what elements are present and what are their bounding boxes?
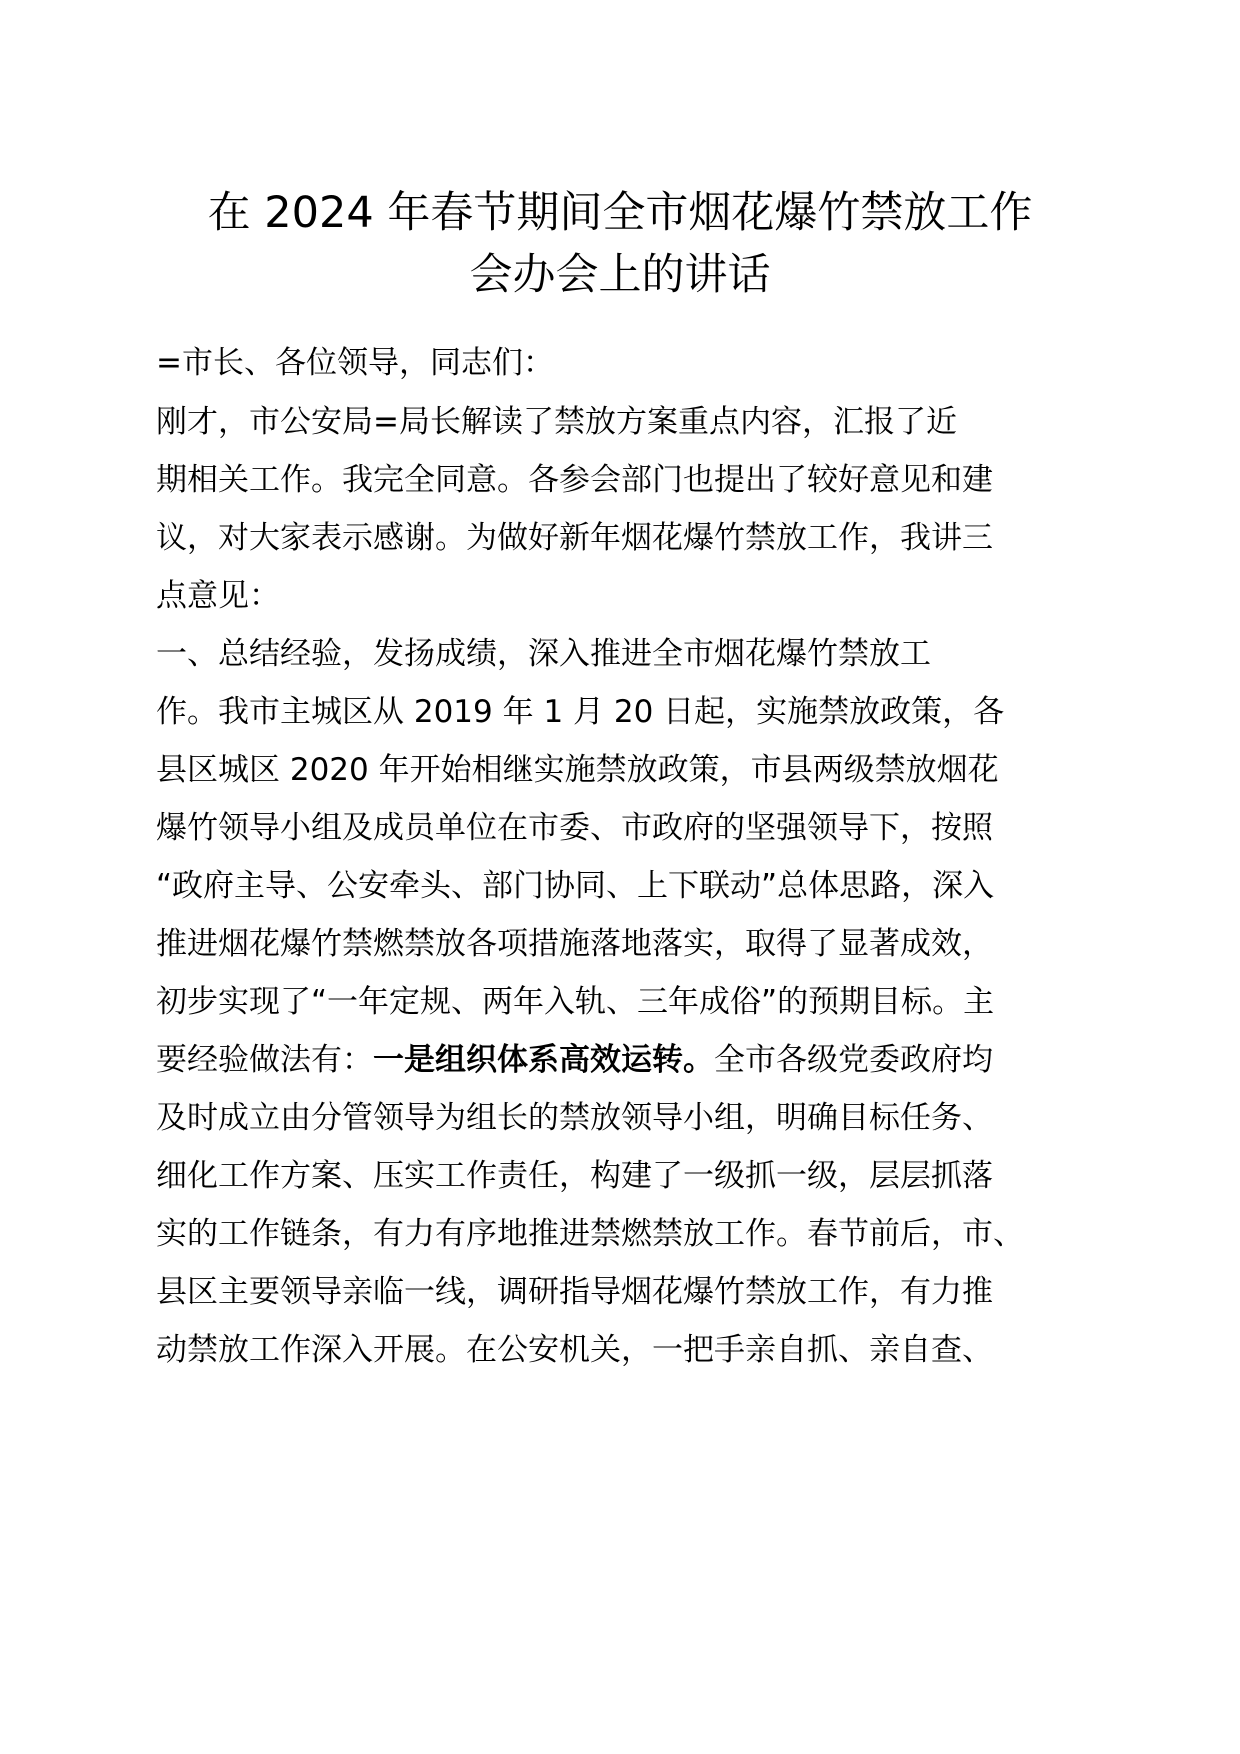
document-title-line-2: 会办会上的讲话	[469, 250, 771, 300]
body-line: 议，对大家表示感谢。为做好新年烟花爆竹禁放工作，我讲三	[156, 520, 993, 556]
body-line: 及时成立由分管领导为组长的禁放领导小组，明确目标任务、	[156, 1100, 993, 1136]
body-line: 细化工作方案、压实工作责任，构建了一级抓一级，层层抓落	[156, 1158, 993, 1194]
body-text: 全市各级党委政府均	[714, 1042, 993, 1078]
body-line: 刚才，市公安局=局长解读了禁放方案重点内容，汇报了近	[156, 404, 957, 440]
salutation: =市长、各位领导，同志们：	[156, 345, 554, 381]
body-line: 爆竹领导小组及成员单位在市委、市政府的坚强领导下，按照	[156, 810, 993, 846]
bold-heading: 一是组织体系高效运转。	[373, 1042, 714, 1078]
body-line: 作。我市主城区从 2019 年 1 月 20 日起，实施禁放政策，各	[156, 694, 1005, 730]
body-line: “政府主导、公安牵头、部门协同、上下联动”总体思路，深入	[156, 868, 995, 904]
body-line: 推进烟花爆竹禁燃禁放各项措施落地落实，取得了显著成效，	[156, 926, 993, 962]
body-line: 初步实现了“一年定规、两年入轨、三年成俗”的预期目标。主	[156, 984, 995, 1020]
body-line: 点意见：	[156, 578, 280, 614]
body-line: 一、总结经验，发扬成绩，深入推进全市烟花爆竹禁放工	[156, 636, 931, 672]
body-line: 期相关工作。我完全同意。各参会部门也提出了较好意见和建	[156, 462, 993, 498]
body-line: 县区城区 2020 年开始相继实施禁放政策，市县两级禁放烟花	[156, 752, 999, 788]
body-line: 实的工作链条，有力有序地推进禁燃禁放工作。春节前后，市、	[156, 1216, 1024, 1252]
document-title-line-1: 在 2024 年春节期间全市烟花爆竹禁放工作	[207, 188, 1033, 238]
body-line: 县区主要领导亲临一线，调研指导烟花爆竹禁放工作，有力推	[156, 1274, 993, 1310]
body-line-mixed	[156, 1038, 993, 1082]
body-line: 动禁放工作深入开展。在公安机关，一把手亲自抓、亲自查、	[156, 1332, 993, 1368]
body-text: 要经验做法有：	[156, 1042, 373, 1078]
